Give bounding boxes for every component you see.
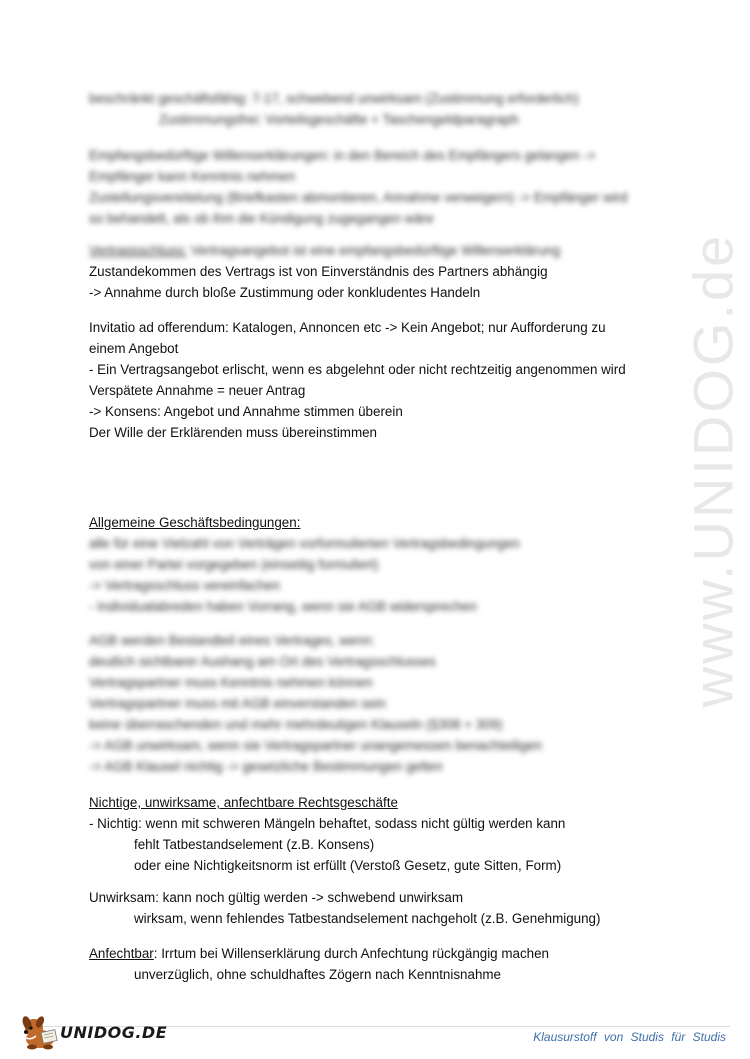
logo-text: UNIDOG.DE — [60, 1022, 168, 1042]
text-line: -> Annahme durch bloße Zustimmung oder konkludentes Handeln — [89, 285, 481, 300]
ineffective-section — [89, 887, 669, 929]
text-line: keine überraschenden und mehr mehrdeutigen Klauseln (§308 + 309) — [89, 717, 503, 732]
text-line: Der Wille der Erklärenden muss übereinstimmen — [89, 425, 378, 440]
text-line: Vertragspartner muss mit AGB einverstanden sein — [89, 696, 386, 711]
contract-conclusion-section — [89, 240, 669, 303]
text-line: alle für eine Vielzahl von Verträgen vorformulierten Vertragsbedingungen — [89, 536, 520, 551]
text-line: - Ein Vertragsangebot erlischt, wenn es abgelehnt oder nicht rechtzeitig angenommen wird — [89, 362, 626, 377]
heading-rest: Vertragsangebot ist eine empfangsbedürftige Willenserklärung — [187, 243, 561, 258]
text-line: Zustandekommen des Vertrags ist von Einverständnis des Partners abhängig — [89, 264, 548, 279]
text-line: -> Vertragsschluss vereinfachen — [89, 578, 280, 593]
section-heading: Allgemeine Geschäftsbedingungen: — [89, 515, 301, 530]
footer-slogan: Klausurstoff von Studis für Studis — [533, 1030, 726, 1044]
text-line: Zustellungsvereitelung (Briefkasten abmontieren, Annahme verweigern) -> Empfänger wird — [89, 190, 628, 205]
blurred-section-1 — [89, 88, 669, 130]
text-line: -> AGB Klausel nichtig -> gesetzliche Bestimmungen gelten — [89, 759, 443, 774]
section-heading: Vertragsschluss: — [89, 243, 188, 258]
text-line: AGB werden Bestandteil eines Vertrages, wenn: — [89, 633, 375, 648]
section-heading-line — [89, 240, 669, 261]
text-line: unverzüglich, ohne schuldhaftes Zögern nach Kenntnisnahme — [134, 967, 501, 982]
text-line: beschränkt geschäftsfähig: 7-17, schwebend unwirksam (Zustimmung erforderlich) — [89, 91, 579, 106]
section-heading: Nichtige, unwirksame, anfechtbare Rechtsgeschäfte — [89, 795, 398, 810]
unidog-logo[interactable] — [18, 1012, 167, 1052]
text-line: -> Konsens: Angebot und Annahme stimmen überein — [89, 404, 403, 419]
text-line: Vertragspartner muss Kenntnis nehmen können — [89, 675, 373, 690]
blurred-section-2 — [89, 145, 669, 229]
text-line: Verspätete Annahme = neuer Antrag — [89, 383, 306, 398]
text-line: -> AGB unwirksam, wenn sie Vertragspartner unangemessen benachteiligen — [89, 738, 542, 753]
section-heading-line — [89, 943, 669, 964]
agb-section — [89, 512, 669, 617]
text-line: wirksam, wenn fehlendes Tatbestandselement nachgeholt (z.B. Genehmigung) — [134, 911, 601, 926]
section-heading: Anfechtbar — [89, 946, 154, 961]
void-transactions-section — [89, 792, 669, 876]
text-line: deutlich sichtbarer Aushang am Ort des Vertragsschlusses — [89, 654, 436, 669]
dog-icon — [18, 1013, 62, 1051]
text-line: fehlt Tatbestandselement (z.B. Konsens) — [134, 837, 375, 852]
text-line: Unwirksam: kann noch gültig werden -> schwebend unwirksam — [89, 890, 463, 905]
text-line: von einer Partei vorgegeben (einseitig formuliert) — [89, 557, 379, 572]
text-line: Empfänger kann Kenntnis nehmen — [89, 169, 296, 184]
text-line: oder eine Nichtigkeitsnorm ist erfüllt (Verstoß Gesetz, gute Sitten, Form) — [134, 858, 562, 873]
text-line: Zustimmungsfrei: Vorteilsgeschäfte + Taschengeldparagraph — [159, 112, 519, 127]
voidable-section — [89, 943, 669, 985]
text-line: Invitatio ad offerendum: Katalogen, Annoncen etc -> Kein Angebot; nur Aufforderung zu — [89, 320, 606, 335]
watermark-text: www.UNIDOG.de — [681, 232, 745, 708]
text-line: Empfangsbedürftige Willenserklärungen: in den Bereich des Empfängers gelangen -> — [89, 148, 596, 163]
text-line: einem Angebot — [89, 341, 179, 356]
text-line: - Individualabreden haben Vorrang, wenn sie AGB widersprechen — [89, 599, 477, 614]
text-line: - Nichtig: wenn mit schweren Mängeln behaftet, sodass nicht gültig werden kann — [89, 816, 566, 831]
text-line: so behandelt, als ob ihm die Kündigung zugegangen wäre — [89, 211, 434, 226]
heading-rest: : Irrtum bei Willenserklärung durch Anfechtung rückgängig machen — [153, 946, 549, 961]
agb-conditions-section — [89, 630, 669, 777]
invitatio-section — [89, 317, 669, 443]
